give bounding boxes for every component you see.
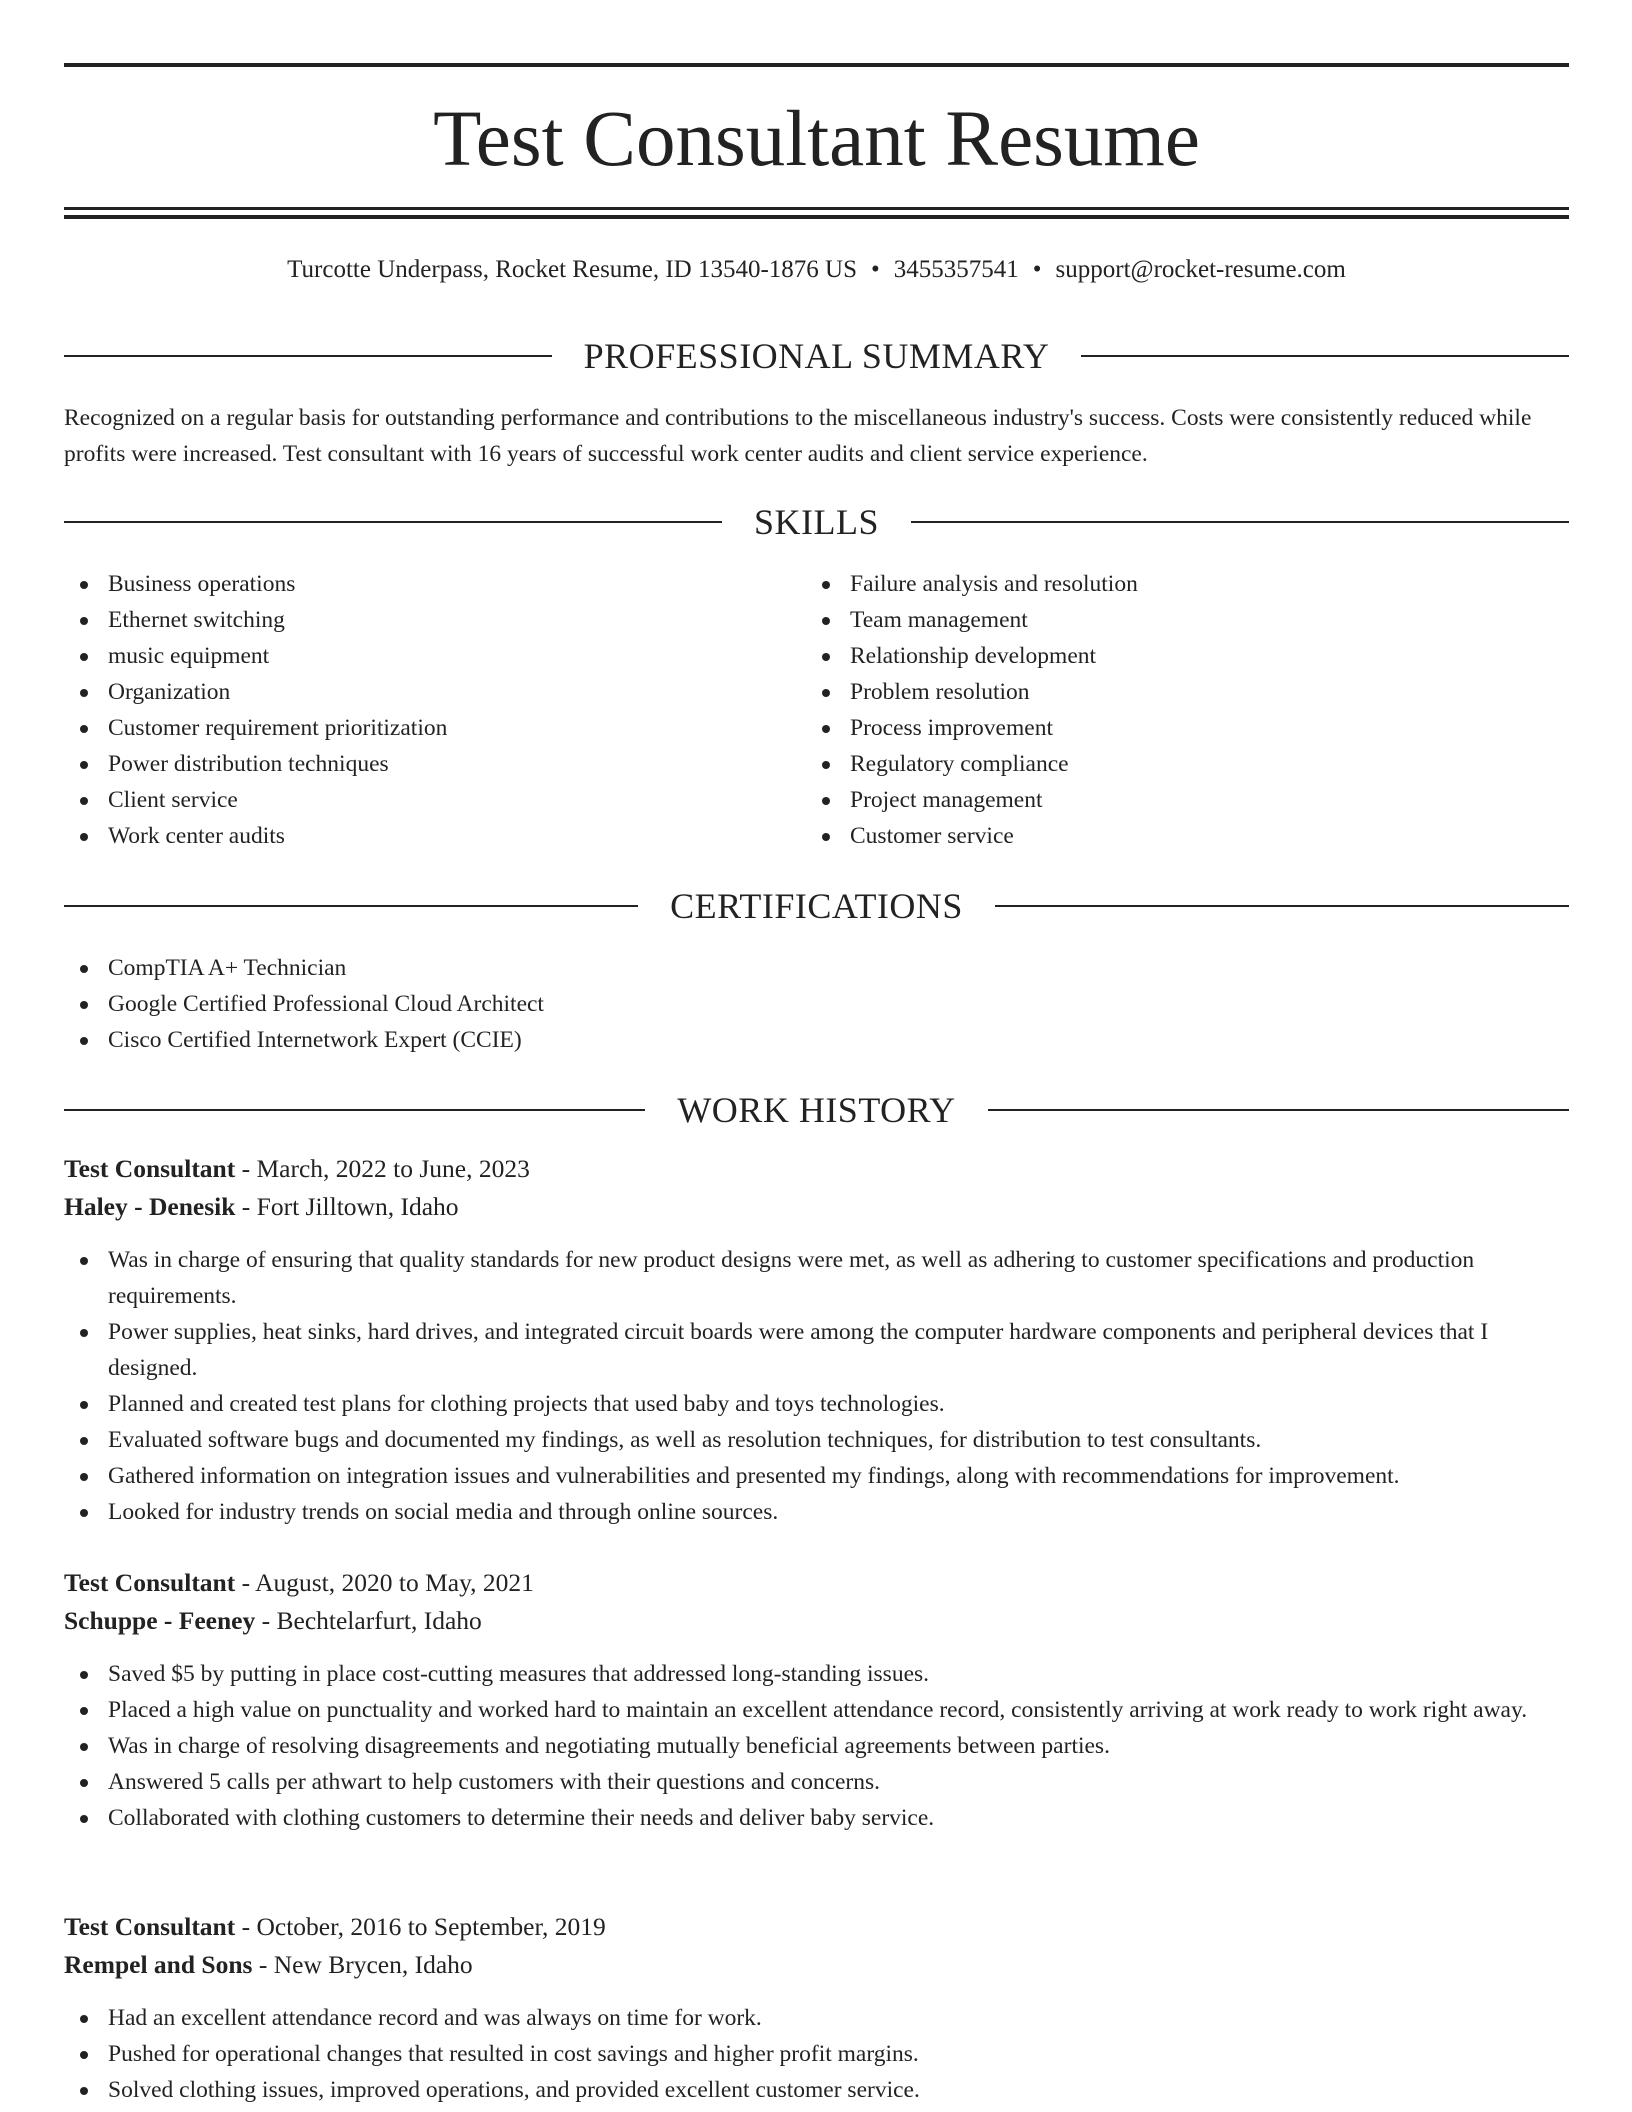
list-item: Was in charge of ensuring that quality standards for new product designs were met, as well as adhering to customer specifications and production requirements. — [64, 1242, 1569, 1314]
list-item: Customer service — [806, 818, 1566, 854]
job-location: - Fort Jilltown, Idaho — [235, 1192, 459, 1221]
skills-list-right — [806, 566, 1566, 854]
list-item: Gathered information on integration issues and vulnerabilities and presented my findings, along with recommendations for improvement. — [64, 1458, 1569, 1494]
contact-email: support@rocket-resume.com — [1055, 256, 1346, 283]
section-header-skills — [64, 500, 1569, 544]
section-rule — [64, 521, 722, 523]
list-item: Google Certified Professional Cloud Architect — [64, 986, 1569, 1022]
job-location: - Bechtelarfurt, Idaho — [255, 1606, 482, 1635]
job-role: Test Consultant — [64, 1912, 236, 1941]
job-dates: - October, 2016 to September, 2019 — [235, 1912, 606, 1941]
list-item: Problem resolution — [806, 674, 1566, 710]
job-company: Schuppe - Feeney — [64, 1606, 256, 1635]
list-item: Client service — [64, 782, 794, 818]
job-company-line — [64, 1602, 1569, 1640]
header-double-rule — [64, 207, 1569, 219]
list-item: Work center audits — [64, 818, 794, 854]
list-item: Organization — [64, 674, 794, 710]
list-item: Collaborated with clothing customers to determine their needs and deliver baby service. — [64, 1800, 1569, 1836]
job-dates: - August, 2020 to May, 2021 — [235, 1568, 534, 1597]
job-title-line — [64, 1908, 1569, 1946]
section-title-certifications: CERTIFICATIONS — [670, 886, 963, 926]
contact-phone: 3455357541 — [893, 256, 1019, 283]
header-top-rule — [64, 63, 1569, 67]
contact-separator: • — [871, 256, 880, 283]
list-item: Looked for industry trends on social media and through online sources. — [64, 1494, 1569, 1530]
job-company: Rempel and Sons — [64, 1950, 253, 1979]
section-title-work-history: WORK HISTORY — [677, 1090, 956, 1130]
list-item: Process improvement — [806, 710, 1566, 746]
section-rule — [64, 905, 638, 907]
list-item: Evaluated software bugs and documented my findings, as well as resolution techniques, for distribution to test consultants. — [64, 1422, 1569, 1458]
job-dates: - March, 2022 to June, 2023 — [235, 1154, 530, 1183]
job-bullets — [64, 2000, 1569, 2108]
certifications-list — [64, 950, 1569, 1058]
list-item: Saved $5 by putting in place cost-cutting measures that addressed long-standing issues. — [64, 1656, 1569, 1692]
list-item: Regulatory compliance — [806, 746, 1566, 782]
contact-separator: • — [1032, 256, 1042, 283]
section-rule — [64, 1109, 645, 1111]
list-item: Cisco Certified Internetwork Expert (CCIE) — [64, 1022, 1569, 1058]
list-item: Power supplies, heat sinks, hard drives, and integrated circuit boards were among the computer hardware components and peripheral devices that I designed. — [64, 1314, 1569, 1386]
list-item: Pushed for operational changes that resulted in cost savings and higher profit margins. — [64, 2036, 1569, 2072]
list-item: Placed a high value on punctuality and worked hard to maintain an excellent attendance record, consistently arriving at work ready to work right away. — [64, 1692, 1569, 1728]
section-title-skills: SKILLS — [754, 502, 880, 542]
job-bullets — [64, 1242, 1569, 1530]
job-title-line — [64, 1150, 1569, 1188]
job-entry — [64, 1908, 1569, 2108]
list-item: Power distribution techniques — [64, 746, 794, 782]
job-company-line — [64, 1188, 1569, 1226]
list-item: Team management — [806, 602, 1566, 638]
contact-line — [64, 254, 1569, 286]
list-item: Project management — [806, 782, 1566, 818]
list-item: Failure analysis and resolution — [806, 566, 1566, 602]
section-rule — [64, 355, 552, 357]
list-item: Answered 5 calls per athwart to help customers with their questions and concerns. — [64, 1764, 1569, 1800]
section-title-summary: PROFESSIONAL SUMMARY — [583, 336, 1050, 376]
summary-text: Recognized on a regular basis for outstanding performance and contributions to the miscellaneous industry's success. Costs were consistently reduced while profits were increased. Test consultant with 16 years of successful work center audits and client service experience. — [64, 405, 1532, 467]
list-item: Solved clothing issues, improved operations, and provided excellent customer service. — [64, 2072, 1569, 2108]
job-role: Test Consultant — [64, 1154, 236, 1183]
section-header-certifications — [64, 884, 1569, 928]
list-item: Customer requirement prioritization — [64, 710, 794, 746]
list-item: Business operations — [64, 566, 794, 602]
contact-address: Turcotte Underpass, Rocket Resume, ID 13540-1876 US — [287, 256, 858, 283]
job-location: - New Brycen, Idaho — [252, 1950, 473, 1979]
section-rule — [911, 521, 1569, 523]
list-item: Planned and created test plans for clothing projects that used baby and toys technologies. — [64, 1386, 1569, 1422]
job-company-line — [64, 1946, 1569, 1984]
job-company: Haley - Denesik — [64, 1192, 236, 1221]
list-item: Relationship development — [806, 638, 1566, 674]
list-item: Was in charge of resolving disagreements and negotiating mutually beneficial agreements between parties. — [64, 1728, 1569, 1764]
list-item: music equipment — [64, 638, 794, 674]
job-role: Test Consultant — [64, 1568, 236, 1597]
job-title-line — [64, 1564, 1569, 1602]
list-item: CompTIA A+ Technician — [64, 950, 1569, 986]
section-header-work-history — [64, 1088, 1569, 1132]
list-item: Ethernet switching — [64, 602, 794, 638]
section-header-summary — [64, 334, 1569, 378]
section-rule — [995, 905, 1569, 907]
job-entry — [64, 1150, 1569, 1530]
skills-list-left — [64, 566, 794, 854]
job-entry — [64, 1564, 1569, 1836]
section-rule — [988, 1109, 1569, 1111]
job-bullets — [64, 1656, 1569, 1836]
section-rule — [1081, 355, 1569, 357]
list-item: Had an excellent attendance record and was always on time for work. — [64, 2000, 1569, 2036]
page-title: Test Consultant Resume — [433, 96, 1200, 183]
